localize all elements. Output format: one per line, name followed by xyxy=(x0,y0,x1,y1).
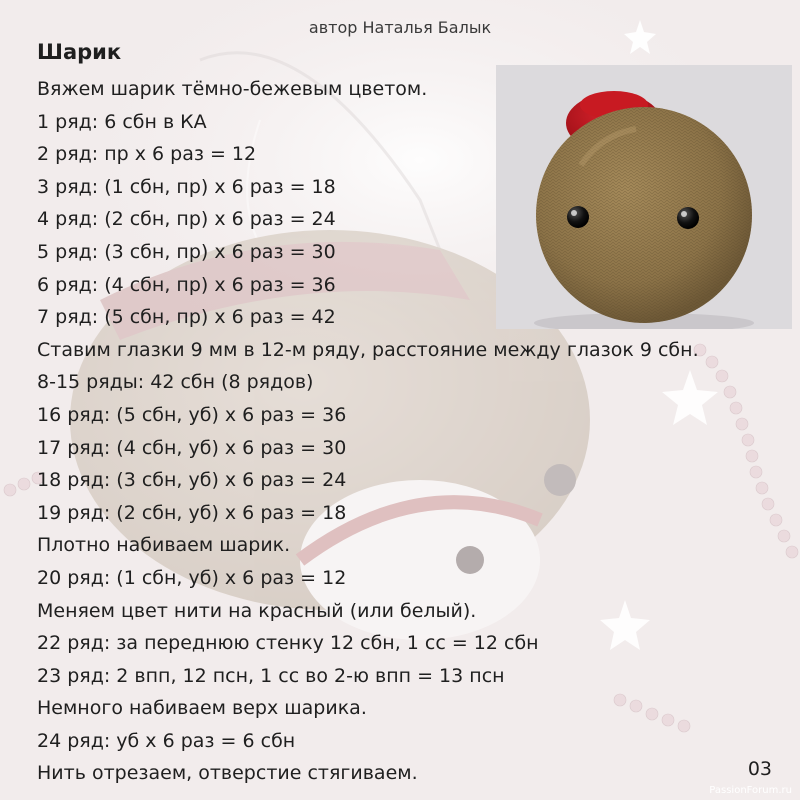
instruction-line: Ставим глазки 9 мм в 12-м ряду, расстояние между глазок 9 сбн. xyxy=(37,338,699,361)
instruction-line: 7 ряд: (5 сбн, пр) х 6 раз = 42 xyxy=(37,306,336,329)
instruction-line: 3 ряд: (1 сбн, пр) х 6 раз = 18 xyxy=(37,175,336,198)
page-number: 03 xyxy=(747,758,772,780)
instruction-line: Нить отрезаем, отверстие стягиваем. xyxy=(37,762,418,785)
instruction-line: 22 ряд: за переднюю стенку 12 сбн, 1 сс = 12 сбн xyxy=(37,632,539,655)
instruction-line: 20 ряд: (1 сбн, уб) х 6 раз = 12 xyxy=(37,566,347,589)
pattern-instructions xyxy=(37,73,699,790)
instruction-line: 2 ряд: пр х 6 раз = 12 xyxy=(37,143,257,166)
instruction-line: 5 ряд: (3 сбн, пр) х 6 раз = 30 xyxy=(37,240,336,263)
instruction-line: 17 ряд: (4 сбн, уб) х 6 раз = 30 xyxy=(37,436,347,459)
author-credit: автор Наталья Балык xyxy=(308,18,492,37)
instruction-line: 6 ряд: (4 сбн, пр) х 6 раз = 36 xyxy=(37,273,336,296)
instruction-line: 19 ряд: (2 сбн, уб) х 6 раз = 18 xyxy=(37,501,347,524)
instruction-line: 8-15 ряды: 42 сбн (8 рядов) xyxy=(37,371,314,394)
instruction-line: 1 ряд: 6 сбн в КА xyxy=(37,110,207,133)
site-watermark: PassionForum.ru xyxy=(709,785,792,796)
instruction-line: 4 ряд: (2 сбн, пр) х 6 раз = 24 xyxy=(37,208,336,231)
instruction-line: 18 ряд: (3 сбн, уб) х 6 раз = 24 xyxy=(37,469,347,492)
instruction-line: Немного набиваем верх шарика. xyxy=(37,697,367,720)
instruction-line: 23 ряд: 2 впп, 12 псн, 1 сс во 2-ю впп = 13 псн xyxy=(37,664,505,687)
instruction-line: 24 ряд: уб х 6 раз = 6 сбн xyxy=(37,729,296,752)
section-title: Шарик xyxy=(37,40,122,64)
instruction-line: 16 ряд: (5 сбн, уб) х 6 раз = 36 xyxy=(37,403,347,426)
instruction-line: Плотно набиваем шарик. xyxy=(37,534,291,557)
instruction-line: Меняем цвет нити на красный (или белый). xyxy=(37,599,477,622)
instruction-line: Вяжем шарик тёмно-бежевым цветом. xyxy=(37,78,428,100)
